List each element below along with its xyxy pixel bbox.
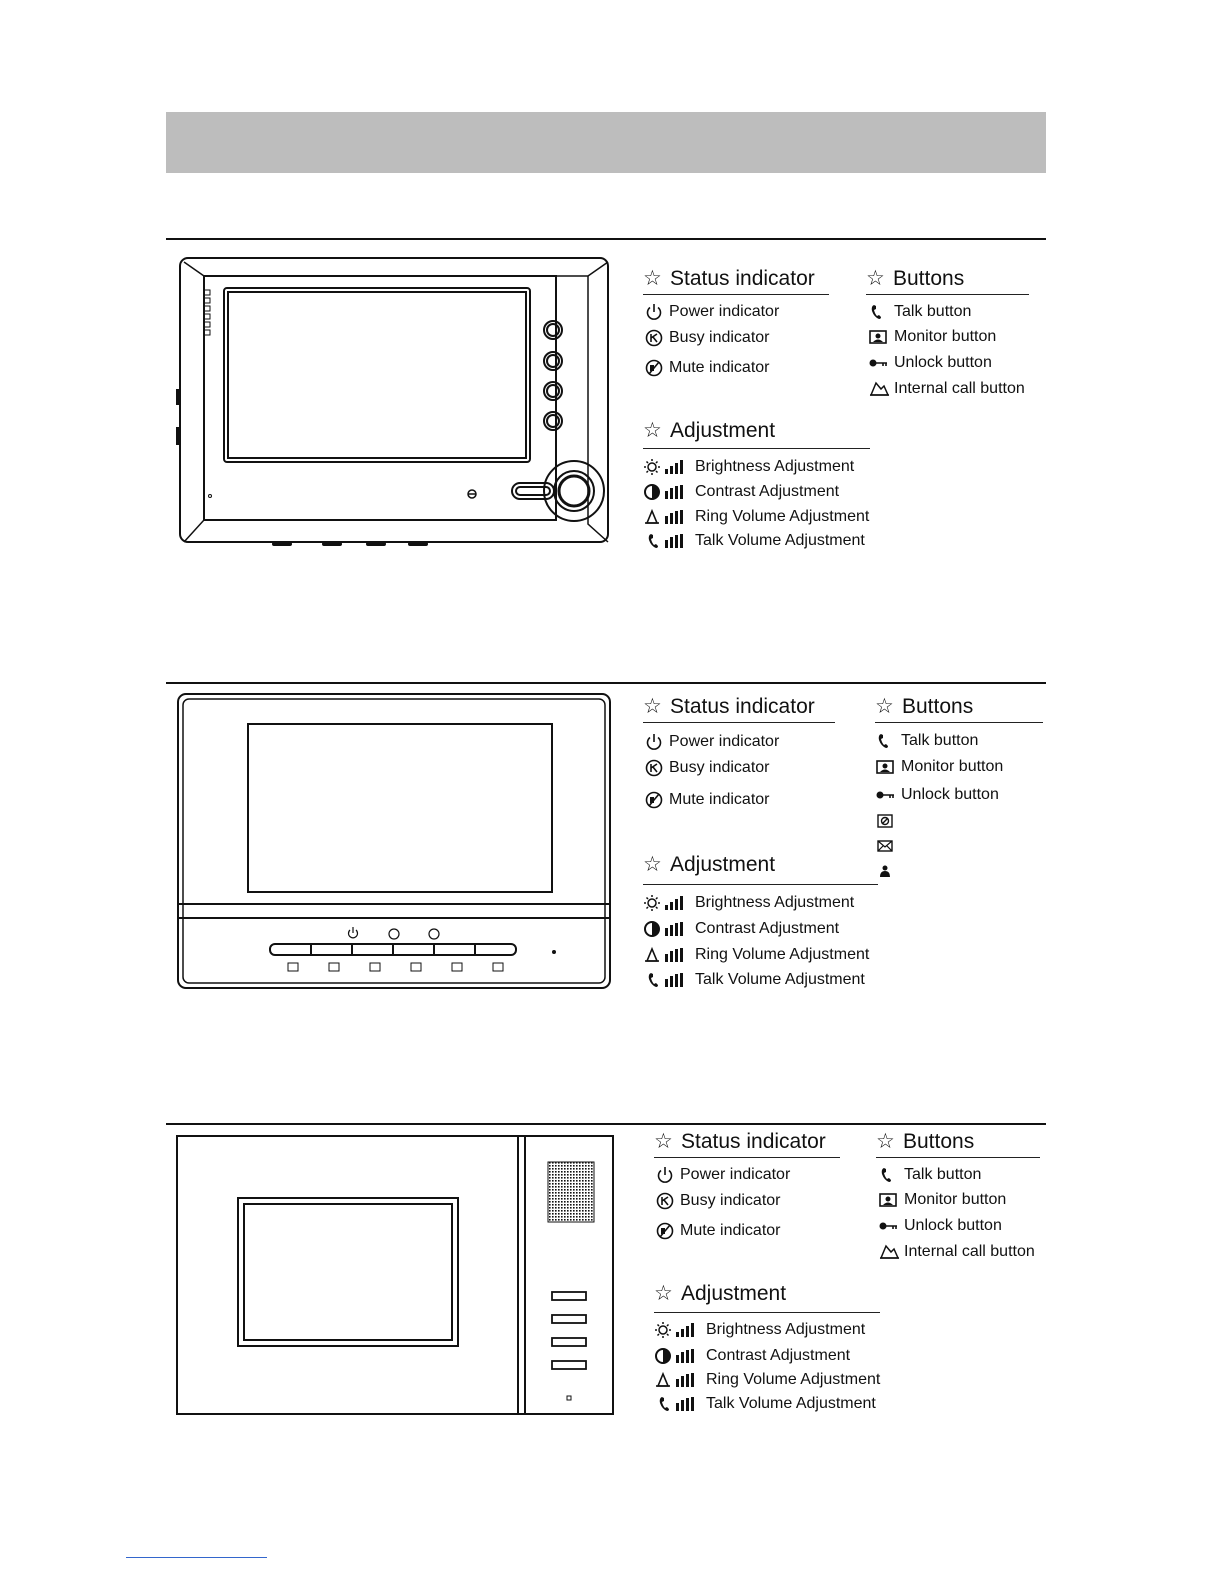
ring-volume-icon [643, 508, 687, 526]
section-divider-3 [166, 1123, 1046, 1125]
title-underline [875, 722, 1043, 723]
section-divider-2 [166, 682, 1046, 684]
unlock-icon [878, 1217, 900, 1235]
contrast-icon [643, 483, 687, 501]
power-icon [643, 303, 665, 321]
brightness-icon [643, 894, 687, 912]
adjust-item-ring-volume: Ring Volume Adjustment [643, 946, 869, 964]
button-item-unlock: Unlock button [875, 786, 999, 804]
person-icon [875, 862, 897, 880]
title-underline [643, 884, 878, 885]
adjust-item-ring-volume: Ring Volume Adjustment [643, 508, 869, 526]
button-item-talk: Talk button [875, 732, 978, 750]
brightness-icon [654, 1321, 698, 1339]
adjust-item-contrast: Contrast Adjustment [643, 483, 839, 501]
footer-link-line [126, 1557, 267, 1558]
button-item-person [875, 862, 901, 880]
brightness-icon [643, 458, 687, 476]
adjustment-title: ☆ Adjustment [643, 853, 776, 876]
status-item-busy: Busy indicator [654, 1192, 781, 1210]
button-item-unlock: Unlock button [878, 1217, 1002, 1235]
internal-call-icon [878, 1243, 900, 1261]
talk-volume-icon [643, 971, 687, 989]
adjust-item-brightness: Brightness Adjustment [643, 894, 854, 912]
status-item-power: Power indicator [643, 733, 779, 751]
monitor-model-3-drawing [174, 1132, 618, 1420]
message-icon [875, 837, 897, 855]
title-underline [643, 294, 829, 295]
adjust-item-contrast: Contrast Adjustment [654, 1347, 850, 1365]
button-item-unlock: Unlock button [868, 354, 992, 372]
header-band [166, 112, 1046, 173]
button-item-monitor: Monitor button [878, 1191, 1006, 1209]
talk-icon [875, 732, 897, 750]
adjust-item-talk-volume: Talk Volume Adjustment [643, 532, 865, 550]
contrast-icon [654, 1347, 698, 1365]
ring-volume-icon [643, 946, 687, 964]
unlock-icon [868, 354, 890, 372]
button-item-monitor: Monitor button [875, 758, 1003, 776]
busy-icon [643, 759, 665, 777]
status-item-mute: Mute indicator [643, 791, 770, 809]
adjustment-title: ☆ Adjustment [654, 1282, 787, 1305]
adjustment-title: ☆ Adjustment [643, 419, 776, 442]
contrast-icon [643, 920, 687, 938]
adjust-item-talk-volume: Talk Volume Adjustment [643, 971, 865, 989]
title-underline [643, 448, 870, 449]
title-underline [643, 722, 835, 723]
section-divider-1 [166, 238, 1046, 240]
talk-volume-icon [643, 532, 687, 550]
adjust-item-brightness: Brightness Adjustment [643, 458, 854, 476]
status-indicator-title: ☆ Status indicator [643, 695, 815, 718]
buttons-title: ☆ Buttons [875, 695, 974, 718]
status-item-power: Power indicator [643, 303, 779, 321]
title-underline [876, 1157, 1040, 1158]
busy-icon [654, 1192, 676, 1210]
ring-volume-icon [654, 1371, 698, 1389]
title-underline [654, 1157, 840, 1158]
button-item-message [875, 837, 901, 855]
internal-call-icon [868, 380, 890, 398]
button-item-talk: Talk button [878, 1166, 981, 1184]
button-item-internal-call: Internal call button [878, 1243, 1035, 1261]
mute-button-icon [875, 812, 897, 830]
status-indicator-title: ☆ Status indicator [654, 1130, 826, 1153]
talk-icon [868, 303, 890, 321]
adjust-item-brightness: Brightness Adjustment [654, 1321, 865, 1339]
status-indicator-title: ☆ Status indicator [643, 267, 815, 290]
status-item-busy: Busy indicator [643, 759, 770, 777]
button-item-mute [875, 812, 901, 830]
talk-volume-icon [654, 1395, 698, 1413]
button-item-talk: Talk button [868, 303, 971, 321]
monitor-icon [878, 1191, 900, 1209]
button-item-monitor: Monitor button [868, 328, 996, 346]
status-item-mute: Mute indicator [654, 1222, 781, 1240]
mute-icon [643, 359, 665, 377]
status-item-power: Power indicator [654, 1166, 790, 1184]
title-underline [866, 294, 1029, 295]
unlock-icon [875, 786, 897, 804]
title-underline [654, 1312, 880, 1313]
buttons-title: ☆ Buttons [866, 267, 965, 290]
adjust-item-contrast: Contrast Adjustment [643, 920, 839, 938]
power-icon [643, 733, 665, 751]
busy-icon [643, 329, 665, 347]
button-item-internal-call: Internal call button [868, 380, 1025, 398]
monitor-icon [868, 328, 890, 346]
mute-icon [654, 1222, 676, 1240]
mute-icon [643, 791, 665, 809]
talk-icon [878, 1166, 900, 1184]
status-item-mute: Mute indicator [643, 359, 770, 377]
power-icon [654, 1166, 676, 1184]
monitor-model-2-drawing [176, 692, 614, 992]
monitor-icon [875, 758, 897, 776]
adjust-item-ring-volume: Ring Volume Adjustment [654, 1371, 880, 1389]
buttons-title: ☆ Buttons [876, 1130, 975, 1153]
adjust-item-talk-volume: Talk Volume Adjustment [654, 1395, 876, 1413]
monitor-model-1-drawing [176, 254, 612, 548]
status-item-busy: Busy indicator [643, 329, 770, 347]
